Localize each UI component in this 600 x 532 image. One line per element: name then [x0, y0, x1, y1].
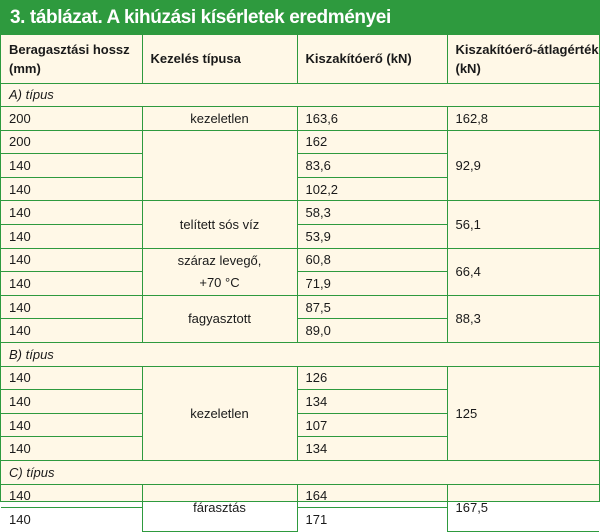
header-average: Kiszakítóerő-átlagérték (kN): [447, 35, 599, 83]
section-row-a: [1, 83, 599, 107]
cell-force: 102,2: [297, 177, 447, 201]
cell-force: 164: [297, 484, 447, 508]
cell-force: 87,5: [297, 295, 447, 319]
cell-average: 162,8: [447, 107, 599, 131]
cell-length: 140: [1, 319, 142, 343]
treatment-line-1: száraz levegő,: [177, 252, 262, 268]
cell-force: 60,8: [297, 248, 447, 272]
table-row: [1, 107, 599, 131]
cell-average: 66,4: [447, 248, 599, 295]
cell-force: 126: [297, 366, 447, 390]
cell-length: 140: [1, 366, 142, 390]
cell-force: 134: [297, 437, 447, 461]
cell-length: 200: [1, 107, 142, 131]
section-label-c: C) típus: [1, 461, 599, 485]
cell-length: 140: [1, 201, 142, 225]
cell-average: 88,3: [447, 295, 599, 342]
cell-force: 163,6: [297, 107, 447, 131]
header-row: [1, 35, 599, 83]
cell-treatment: telített sós víz: [142, 201, 297, 248]
cell-length: 140: [1, 154, 142, 178]
cell-treatment: fárasztás: [142, 484, 297, 531]
cell-force: 71,9: [297, 272, 447, 296]
cell-length: 140: [1, 295, 142, 319]
header-force: Kiszakítóerő (kN): [297, 35, 447, 83]
table-row: [1, 130, 599, 154]
cell-length: 140: [1, 225, 142, 249]
cell-length: 140: [1, 177, 142, 201]
cell-force: 58,3: [297, 201, 447, 225]
cell-treatment: kezeletlen: [142, 366, 297, 460]
cell-average: 125: [447, 366, 599, 460]
cell-force: 53,9: [297, 225, 447, 249]
cell-treatment-empty: [142, 130, 297, 201]
table-row: [1, 201, 599, 225]
cell-treatment: fagyasztott: [142, 295, 297, 342]
cell-force: 162: [297, 130, 447, 154]
cell-force: 83,6: [297, 154, 447, 178]
cell-length: 200: [1, 130, 142, 154]
cell-average: 56,1: [447, 201, 599, 248]
cell-force: 89,0: [297, 319, 447, 343]
cell-force: 107: [297, 413, 447, 437]
cell-average: 167,5: [447, 484, 599, 531]
section-label-a: A) típus: [1, 83, 599, 107]
header-treatment: Kezelés típusa: [142, 35, 297, 83]
cell-force: 171: [297, 508, 447, 532]
cell-average: 92,9: [447, 130, 599, 201]
cell-length: 140: [1, 248, 142, 272]
cell-length: 140: [1, 484, 142, 508]
table-title: 3. táblázat. A kihúzási kísérletek eredményei: [1, 1, 599, 35]
table-row: [1, 295, 599, 319]
cell-force: 134: [297, 390, 447, 414]
cell-length: 140: [1, 390, 142, 414]
cell-length: 140: [1, 413, 142, 437]
section-label-b: B) típus: [1, 343, 599, 367]
section-row-b: [1, 343, 599, 367]
cell-length: 140: [1, 508, 142, 532]
cell-length: 140: [1, 437, 142, 461]
treatment-line-2: +70 °C: [199, 274, 240, 290]
results-table: [1, 35, 599, 532]
header-length: Beragasztási hossz (mm): [1, 35, 142, 83]
section-row-c: [1, 461, 599, 485]
cell-treatment: kezeletlen: [142, 107, 297, 131]
table-row: [1, 248, 599, 272]
table-row: [1, 484, 599, 508]
cell-length: 140: [1, 272, 142, 296]
table-row: [1, 366, 599, 390]
cell-treatment: [142, 248, 297, 295]
